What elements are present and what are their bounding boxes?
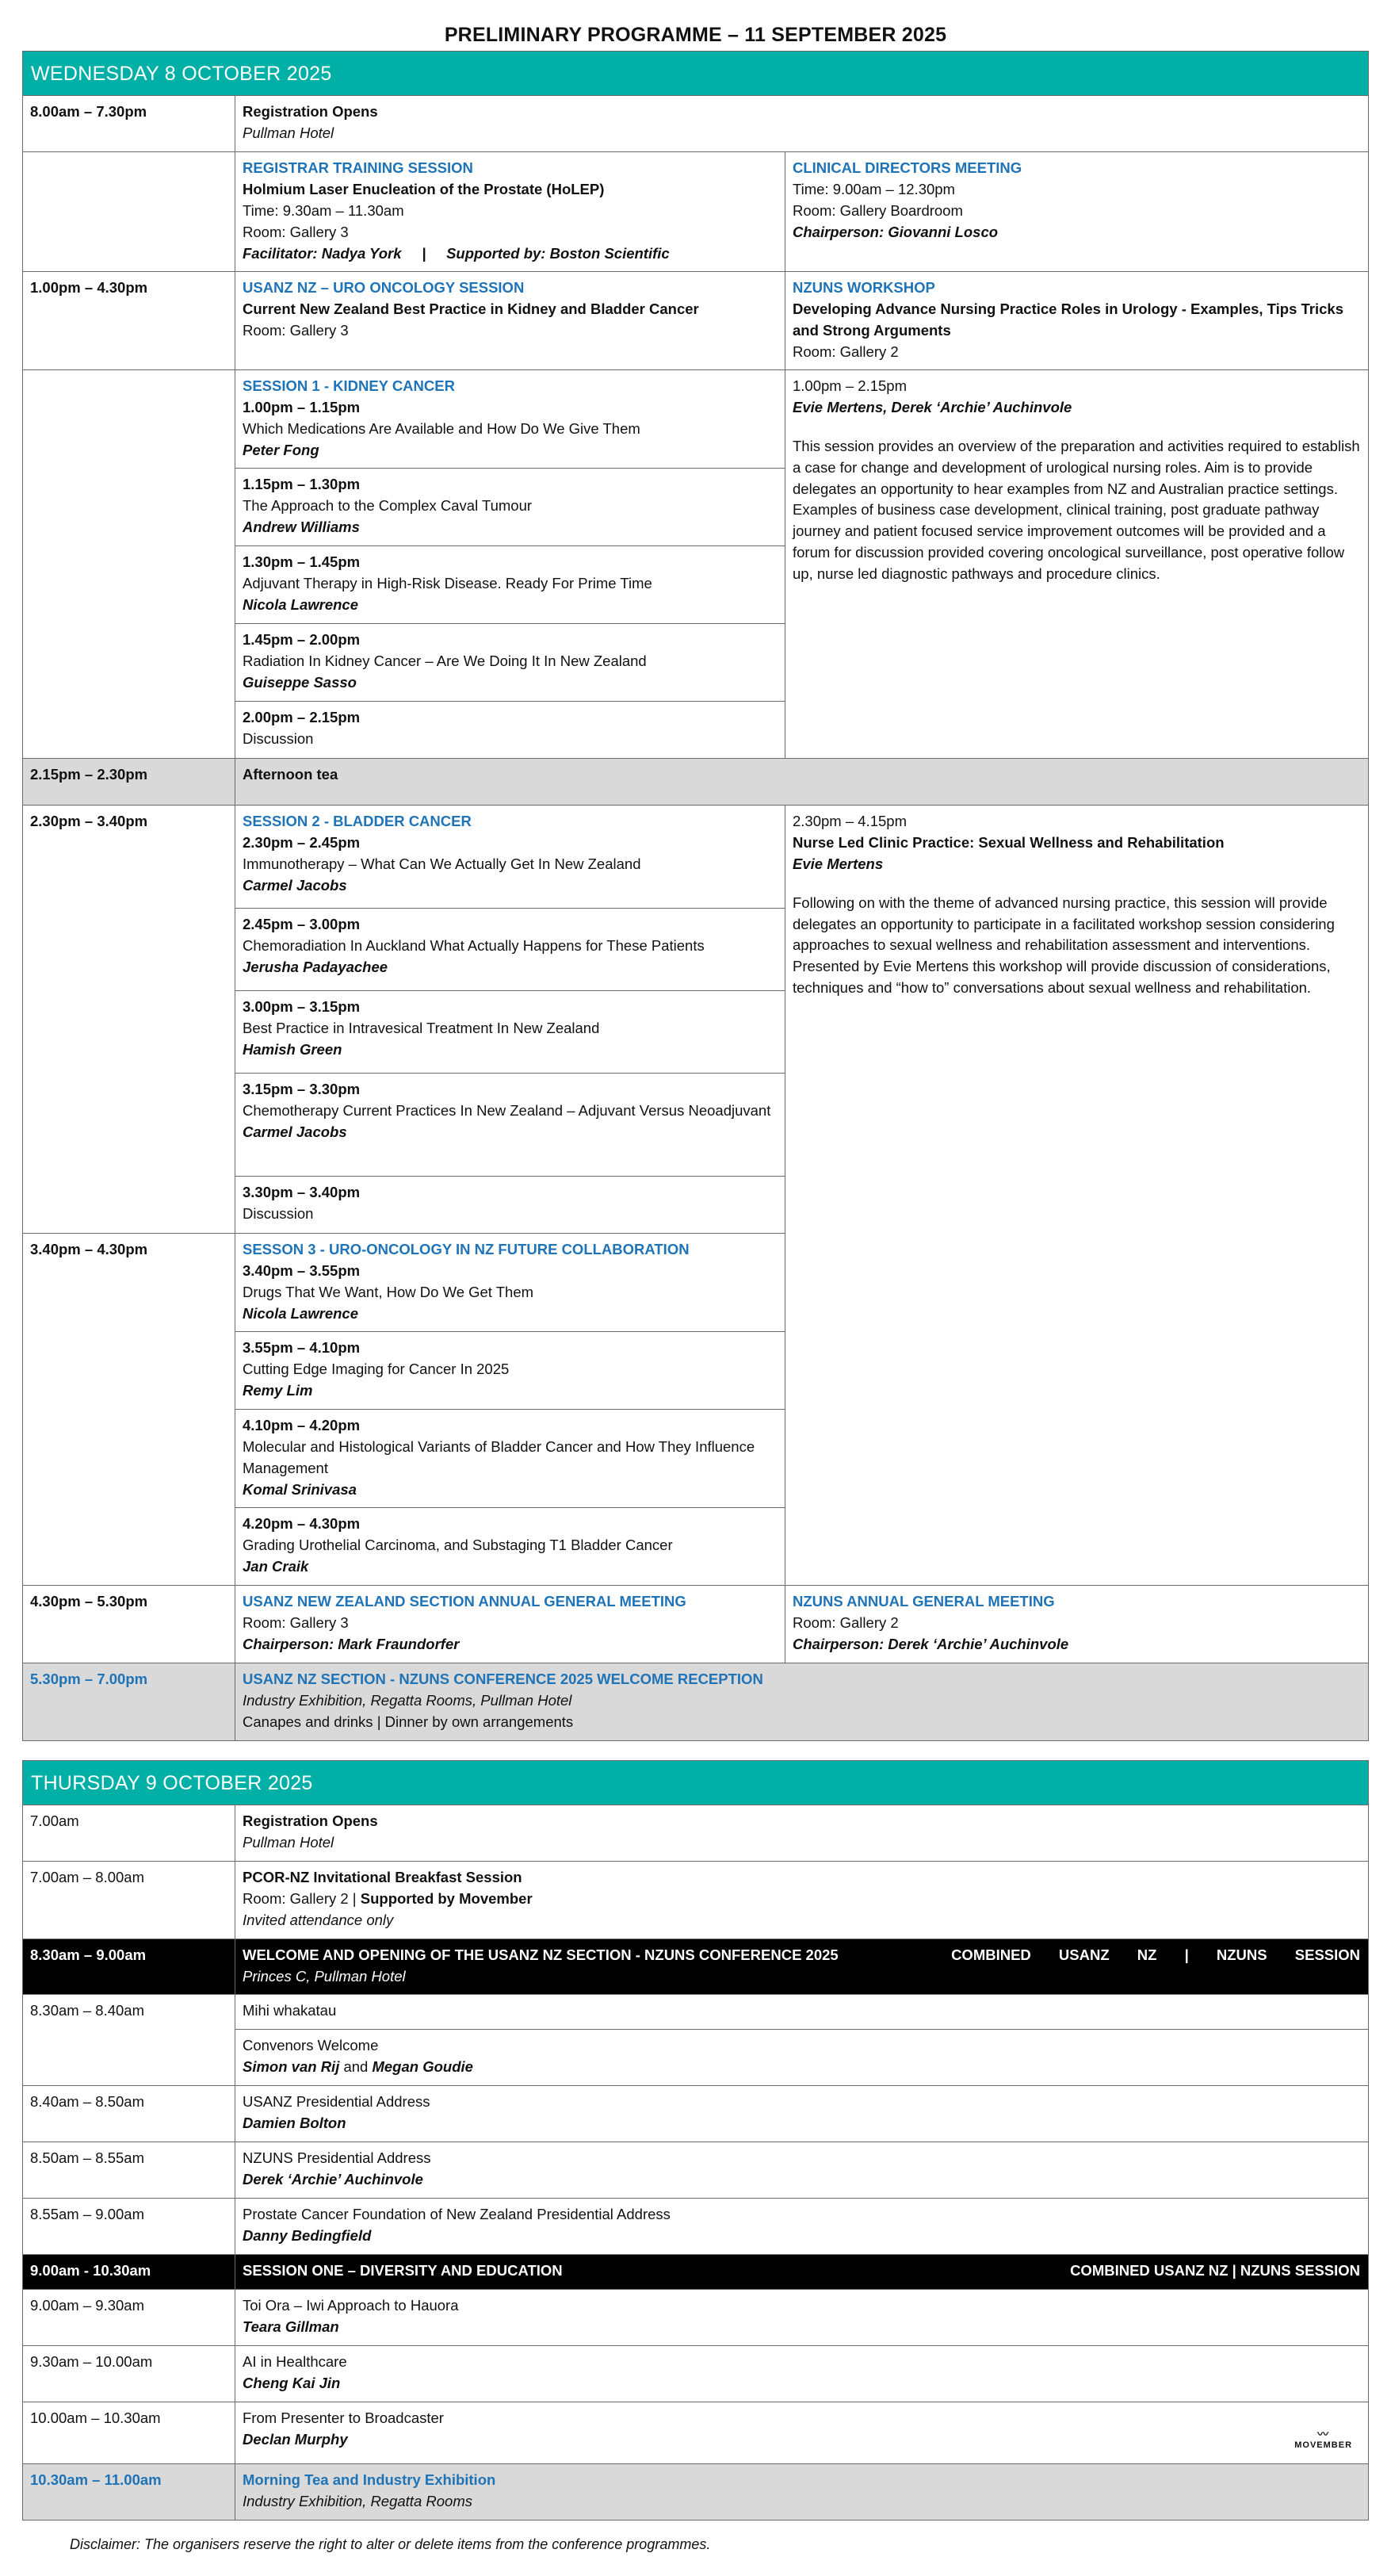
convenors-cell bbox=[235, 2030, 1369, 2086]
address-title: Prostate Cancer Foundation of New Zealand Presidential Address bbox=[243, 2206, 671, 2223]
talk-cell bbox=[235, 2290, 1369, 2346]
workshop-title: Developing Advance Nursing Practice Roles in Urology - Examples, Tips Tricks and Strong Arguments bbox=[793, 300, 1343, 339]
talk-title: Which Medications Are Available and How Do We Give Them bbox=[243, 419, 640, 437]
talk-title: Immunotherapy – What Can We Actually Get In New Zealand bbox=[243, 855, 641, 872]
talk-speaker: Guiseppe Sasso bbox=[243, 673, 357, 691]
talk-speaker: Remy Lim bbox=[243, 1381, 313, 1399]
oncology-room: Room: Gallery 3 bbox=[243, 321, 349, 339]
nursing1-description: This session provides an overview of the preparation and activities required to establish a case for change and development of urological nursing roles. Aim is to provide delegates an opportunity to hear examples from NZ and Australian practice settings. Examples of business case development, clinical training, post graduate pathway journey and patient focused service improvement outcomes will be provided and a forum for discussion provided covering oncological surveillance, post operative follow up, nurse led diagnostic pathways and procedure clinics. bbox=[793, 437, 1360, 582]
nursing2-description: Following on with the theme of advanced nursing practice, this session will provide delegates an opportunity to participate in a facilitated workshop session considering approaches to sexual wellness and rehabilitation assessment and interventions. Presented by Evie Mertens this workshop will provide discussion of considerations, techniques and “how to” conversations about sexual wellness and rehabilitation. bbox=[793, 894, 1335, 996]
workshop-heading: NZUNS WORKSHOP bbox=[793, 279, 935, 297]
nursing2-title: Nurse Led Clinic Practice: Sexual Wellness and Rehabilitation bbox=[793, 834, 1225, 852]
pcor-support: Supported by Movember bbox=[360, 1890, 533, 1908]
talk-title: Toi Ora – Iwi Approach to Hauora bbox=[243, 2297, 459, 2314]
talk-cell bbox=[235, 1177, 785, 1234]
talk-time: 3.40pm – 3.55pm bbox=[243, 1262, 361, 1280]
address-title: NZUNS Presidential Address bbox=[243, 2149, 431, 2167]
thursday-schedule bbox=[22, 1760, 1369, 2520]
talk-cell bbox=[235, 624, 785, 702]
time-cell: 2.30pm – 3.40pm bbox=[23, 806, 235, 1234]
talk-title: Chemotherapy Current Practices In New Zealand – Adjuvant Versus Neoadjuvant bbox=[243, 1102, 771, 1120]
talk-title: Grading Urothelial Carcinoma, and Substaging T1 Bladder Cancer bbox=[243, 1537, 673, 1554]
oncology-session-cell bbox=[235, 272, 785, 370]
talk-time: 1.15pm – 1.30pm bbox=[243, 476, 361, 493]
talk-time: 2.30pm – 2.45pm bbox=[243, 834, 361, 852]
registration-venue: Pullman Hotel bbox=[243, 1834, 334, 1851]
opening-title: WELCOME AND OPENING OF THE USANZ NZ SECTION - NZUNS CONFERENCE 2025 bbox=[243, 1946, 839, 1964]
registration-title: Registration Opens bbox=[243, 103, 378, 121]
address-cell bbox=[235, 2086, 1369, 2142]
registrar-title: Holmium Laser Enucleation of the Prostate (HoLEP) bbox=[243, 181, 605, 198]
time-cell: 9.00am - 10.30am bbox=[23, 2255, 235, 2290]
time-cell-empty bbox=[23, 370, 235, 759]
nursing1-speakers: Evie Mertens, Derek ‘Archie’ Auchinvole bbox=[793, 399, 1072, 416]
address-speaker: Danny Bedingfield bbox=[243, 2227, 372, 2245]
talk-time: 4.10pm – 4.20pm bbox=[243, 1417, 361, 1434]
talk-title: AI in Healthcare bbox=[243, 2353, 347, 2371]
oncology-heading: USANZ NZ – URO ONCOLOGY SESSION bbox=[243, 279, 525, 297]
reception-heading: USANZ NZ SECTION - NZUNS CONFERENCE 2025 WELCOME RECEPTION bbox=[243, 1671, 763, 1688]
registrar-session-cell bbox=[235, 152, 785, 272]
convenor-name: Megan Goudie bbox=[372, 2058, 473, 2076]
talk-speaker: Peter Fong bbox=[243, 441, 319, 458]
clinical-room: Room: Gallery Boardroom bbox=[793, 201, 963, 219]
talk-time: 3.15pm – 3.30pm bbox=[243, 1081, 361, 1098]
talk-speaker: Nicola Lawrence bbox=[243, 1304, 359, 1322]
nursing-session1-cell bbox=[785, 370, 1369, 759]
time-cell: 10.00am – 10.30am bbox=[23, 2402, 235, 2464]
nzuns-agm-cell bbox=[785, 1586, 1369, 1663]
talk-cell bbox=[235, 1332, 785, 1410]
talk-cell bbox=[235, 1074, 785, 1177]
talk-cell bbox=[235, 909, 785, 991]
talk-speaker: Andrew Williams bbox=[243, 518, 360, 535]
convenors-names bbox=[243, 2057, 1360, 2078]
clinical-chair: Chairperson: Giovanni Losco bbox=[793, 223, 999, 240]
registrar-heading: REGISTRAR TRAINING SESSION bbox=[243, 159, 473, 177]
talk-cell bbox=[235, 1410, 785, 1508]
registrar-facilitator: Facilitator: Nadya York bbox=[243, 244, 402, 262]
time-cell-empty bbox=[23, 152, 235, 272]
pcor-cell bbox=[235, 1862, 1369, 1939]
session-one-cell bbox=[235, 2255, 1369, 2290]
session-one-combined: COMBINED USANZ NZ | NZUNS SESSION bbox=[1070, 2262, 1361, 2279]
talk-cell bbox=[235, 806, 785, 909]
time-cell: 4.30pm – 5.30pm bbox=[23, 1586, 235, 1663]
registrar-room: Room: Gallery 3 bbox=[243, 223, 349, 240]
usanz-agm-room: Room: Gallery 3 bbox=[243, 1614, 349, 1632]
talk-speaker: Cheng Kai Jin bbox=[243, 2375, 341, 2392]
time-cell: 1.00pm – 4.30pm bbox=[23, 272, 235, 370]
reception-venue: Industry Exhibition, Regatta Rooms, Pullman Hotel bbox=[243, 1692, 572, 1709]
reception-note: Canapes and drinks | Dinner by own arrangements bbox=[243, 1713, 574, 1730]
talk-speaker: Hamish Green bbox=[243, 1040, 342, 1058]
talk-time: 2.45pm – 3.00pm bbox=[243, 916, 361, 933]
talk-title: Discussion bbox=[243, 730, 314, 748]
session1-heading: SESSION 1 - KIDNEY CANCER bbox=[243, 377, 455, 395]
talk-speaker: Jan Craik bbox=[243, 1557, 309, 1575]
talk-time: 3.30pm – 3.40pm bbox=[243, 1184, 361, 1201]
opening-combined: COMBINED USANZ NZ | NZUNS SESSION bbox=[951, 1946, 1361, 1964]
talk-title: Cutting Edge Imaging for Cancer In 2025 bbox=[243, 1361, 510, 1378]
address-speaker: Damien Bolton bbox=[243, 2115, 346, 2132]
talk-cell bbox=[235, 702, 785, 759]
wednesday-schedule bbox=[22, 51, 1369, 1741]
address-speaker: Derek ‘Archie’ Auchinvole bbox=[243, 2171, 423, 2188]
registration-venue: Pullman Hotel bbox=[243, 124, 334, 142]
time-cell: 8.40am – 8.50am bbox=[23, 2086, 235, 2142]
time-cell: 8.30am – 9.00am bbox=[23, 1939, 235, 1995]
talk-speaker: Declan Murphy bbox=[243, 2431, 348, 2448]
disclaimer: Disclaimer: The organisers reserve the right to alter or delete items from the conference programmes. bbox=[70, 2536, 711, 2552]
morning-tea-title: Morning Tea and Industry Exhibition bbox=[243, 2471, 496, 2489]
afternoon-tea-cell: Afternoon tea bbox=[235, 759, 1369, 806]
address-title: USANZ Presidential Address bbox=[243, 2093, 430, 2111]
pcor-room: Room: Gallery 2 | bbox=[243, 1890, 361, 1908]
talk-time: 1.30pm – 1.45pm bbox=[243, 553, 361, 571]
registrar-time: Time: 9.30am – 11.30am bbox=[243, 201, 404, 219]
usanz-agm-chair: Chairperson: Mark Fraundorfer bbox=[243, 1635, 460, 1652]
talk-speaker: Teara Gillman bbox=[243, 2318, 339, 2336]
clinical-directors-cell bbox=[785, 152, 1369, 272]
talk-cell bbox=[235, 1508, 785, 1586]
time-cell: 7.00am bbox=[23, 1805, 235, 1862]
nursing2-time: 2.30pm – 4.15pm bbox=[793, 813, 907, 830]
registrar-credits bbox=[243, 243, 777, 265]
reception-cell bbox=[235, 1663, 1369, 1741]
convenors-title: Convenors Welcome bbox=[243, 2037, 379, 2054]
talk-title: Chemoradiation In Auckland What Actually Happens for These Patients bbox=[243, 937, 705, 955]
time-cell: 3.40pm – 4.30pm bbox=[23, 1234, 235, 1586]
talk-cell bbox=[235, 546, 785, 624]
moustache-icon: 〰 bbox=[1317, 2428, 1330, 2441]
nursing2-speaker: Evie Mertens bbox=[793, 855, 884, 872]
registration-cell bbox=[235, 96, 1369, 152]
talk-title: Radiation In Kidney Cancer – Are We Doing It In New Zealand bbox=[243, 653, 647, 670]
address-cell bbox=[235, 2199, 1369, 2255]
time-cell: 8.00am – 7.30pm bbox=[23, 96, 235, 152]
time-cell: 9.30am – 10.00am bbox=[23, 2346, 235, 2402]
workshop-room: Room: Gallery 2 bbox=[793, 343, 899, 360]
opening-row bbox=[243, 1945, 1360, 1966]
oncology-title: Current New Zealand Best Practice in Kidney and Bladder Cancer bbox=[243, 300, 699, 318]
nzuns-agm-chair: Chairperson: Derek ‘Archie’ Auchinvole bbox=[793, 1635, 1069, 1652]
talk-speaker: Carmel Jacobs bbox=[243, 1123, 347, 1140]
convenor-name: Simon van Rij bbox=[243, 2058, 340, 2076]
time-cell: 9.00am – 9.30am bbox=[23, 2290, 235, 2346]
talk-time: 1.00pm – 1.15pm bbox=[243, 399, 361, 416]
time-cell: 7.00am – 8.00am bbox=[23, 1862, 235, 1939]
time-cell: 8.50am – 8.55am bbox=[23, 2142, 235, 2199]
registration-cell bbox=[235, 1805, 1369, 1862]
pcor-room-line bbox=[243, 1889, 1360, 1910]
talk-title: The Approach to the Complex Caval Tumour bbox=[243, 497, 533, 515]
usanz-agm-heading: USANZ NEW ZEALAND SECTION ANNUAL GENERAL MEETING bbox=[243, 1593, 686, 1610]
page-title: PRELIMINARY PROGRAMME – 11 SEPTEMBER 2025 bbox=[444, 24, 947, 46]
time-cell: 10.30am – 11.00am bbox=[23, 2464, 235, 2520]
session2-heading: SESSION 2 - BLADDER CANCER bbox=[243, 813, 472, 830]
talk-cell bbox=[235, 1234, 785, 1332]
clinical-heading: CLINICAL DIRECTORS MEETING bbox=[793, 159, 1022, 177]
talk-title: Discussion bbox=[243, 1205, 314, 1223]
usanz-agm-cell bbox=[235, 1586, 785, 1663]
talk-time: 4.20pm – 4.30pm bbox=[243, 1515, 361, 1533]
address-cell bbox=[235, 2142, 1369, 2199]
logo-text: MOVEMBER bbox=[1294, 2440, 1353, 2451]
talk-cell bbox=[235, 370, 785, 469]
time-cell: 8.30am – 8.40am bbox=[23, 1995, 235, 2086]
talk-title: Best Practice in Intravesical Treatment In New Zealand bbox=[243, 1020, 600, 1037]
talk-title: Adjuvant Therapy in High-Risk Disease. Ready For Prime Time bbox=[243, 575, 652, 592]
session3-heading: SESSON 3 - URO-ONCOLOGY IN NZ FUTURE COLLABORATION bbox=[243, 1241, 690, 1258]
talk-speaker: Carmel Jacobs bbox=[243, 876, 347, 894]
time-cell: 5.30pm – 7.00pm bbox=[23, 1663, 235, 1741]
separator: | bbox=[422, 244, 426, 262]
nursing1-time: 1.00pm – 2.15pm bbox=[793, 377, 907, 395]
talk-speaker: Jerusha Padayachee bbox=[243, 958, 388, 975]
nzuns-workshop-cell bbox=[785, 272, 1369, 370]
talk-cell bbox=[235, 2402, 1369, 2464]
pcor-note: Invited attendance only bbox=[243, 1911, 394, 1928]
day-header-wednesday: WEDNESDAY 8 OCTOBER 2025 bbox=[23, 52, 1369, 96]
convenor-and: and bbox=[339, 2058, 373, 2076]
talk-cell bbox=[235, 991, 785, 1074]
day-header-thursday: THURSDAY 9 OCTOBER 2025 bbox=[23, 1761, 1369, 1805]
session-one-row bbox=[243, 2260, 1360, 2282]
nursing-session2-cell bbox=[785, 806, 1369, 1586]
time-cell: 2.15pm – 2.30pm bbox=[23, 759, 235, 806]
morning-tea-venue: Industry Exhibition, Regatta Rooms bbox=[243, 2493, 472, 2510]
mihi-cell: Mihi whakatau bbox=[235, 1995, 1369, 2030]
opening-cell bbox=[235, 1939, 1369, 1995]
clinical-time: Time: 9.00am – 12.30pm bbox=[793, 181, 955, 198]
talk-cell bbox=[235, 2346, 1369, 2402]
talk-speaker: Nicola Lawrence bbox=[243, 595, 359, 613]
morning-tea-cell bbox=[235, 2464, 1369, 2520]
talk-time: 1.45pm – 2.00pm bbox=[243, 631, 361, 649]
talk-time: 2.00pm – 2.15pm bbox=[243, 709, 361, 726]
talk-cell bbox=[235, 469, 785, 546]
nzuns-agm-heading: NZUNS ANNUAL GENERAL MEETING bbox=[793, 1593, 1055, 1610]
movember-logo bbox=[1294, 2429, 1352, 2452]
session-one-title: SESSION ONE – DIVERSITY AND EDUCATION bbox=[243, 2262, 563, 2279]
registrar-supported: Supported by: Boston Scientific bbox=[446, 244, 670, 262]
talk-title: Drugs That We Want, How Do We Get Them bbox=[243, 1283, 534, 1300]
pcor-title: PCOR-NZ Invitational Breakfast Session bbox=[243, 1869, 522, 1886]
talk-title: From Presenter to Broadcaster bbox=[243, 2409, 444, 2427]
talk-title: Molecular and Histological Variants of Bladder Cancer and How They Influence Management bbox=[243, 1438, 755, 1476]
time-cell: 8.55am – 9.00am bbox=[23, 2199, 235, 2255]
registration-title: Registration Opens bbox=[243, 1812, 378, 1830]
talk-time: 3.00pm – 3.15pm bbox=[243, 998, 361, 1016]
opening-venue: Princes C, Pullman Hotel bbox=[243, 1968, 406, 1985]
talk-speaker: Komal Srinivasa bbox=[243, 1480, 357, 1498]
talk-time: 3.55pm – 4.10pm bbox=[243, 1339, 361, 1357]
nzuns-agm-room: Room: Gallery 2 bbox=[793, 1614, 899, 1632]
